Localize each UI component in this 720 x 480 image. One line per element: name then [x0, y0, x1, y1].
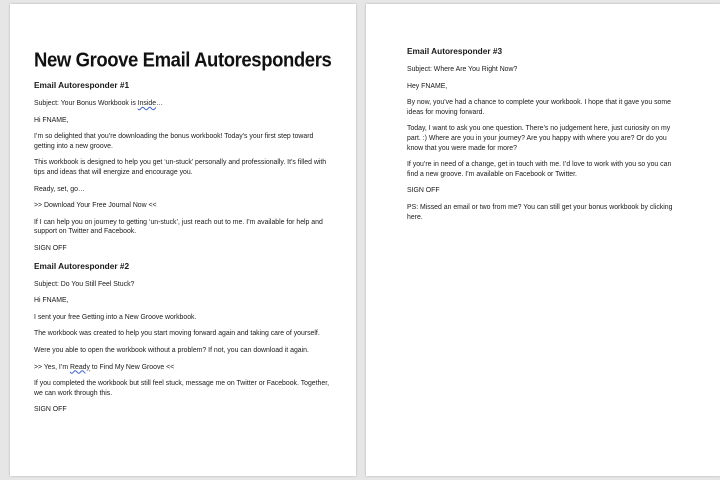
autoresponder-3-heading: Email Autoresponder #3	[407, 46, 503, 56]
autoresponder-1-subject-text: Subject: Your Bonus Workbook is	[34, 100, 138, 107]
autoresponder-2-cta-text: >> Yes, I’m	[34, 363, 71, 371]
autoresponder-2-paragraph-5: If you completed the workbook but still feel stuck, message me on Twitter or Facebook. Together, we can work through this.	[34, 380, 330, 397]
autoresponder-2-cta-text-end: to Find My New Groove <<	[89, 363, 175, 371]
autoresponder-1-cta: >> Download Your Free Journal Now <<	[34, 202, 157, 210]
document-page-2	[366, 4, 720, 476]
autoresponder-1-paragraph-5: If I can help you on journey to getting ‘un-stuck’, just reach out to me. I’m available for help and support on Twitter and Facebook.	[34, 218, 323, 236]
autoresponder-2-signoff: SIGN OFF	[34, 406, 67, 414]
autoresponder-2-paragraph-2: The workbook was created to help you start moving forward again and taking care of yourself.	[34, 330, 320, 338]
document-title: New Groove Email Autoresponders	[34, 48, 332, 71]
autoresponder-3-signoff: SIGN OFF	[407, 187, 440, 195]
spelling-squiggle-word[interactable]: Inside	[137, 100, 157, 107]
spelling-squiggle-word[interactable]: Ready	[70, 363, 90, 371]
autoresponder-1-paragraph-3: Ready, set, go…	[34, 185, 85, 193]
autoresponder-1-subject-ellipsis: …	[156, 100, 163, 107]
autoresponder-2-paragraph-1: I sent your free Getting into a New Groove workbook.	[34, 313, 197, 321]
autoresponder-2-subject: Subject: Do You Still Feel Stuck?	[34, 280, 135, 288]
autoresponder-2-heading: Email Autoresponder #2	[34, 260, 130, 271]
document-page-1	[10, 4, 356, 476]
autoresponder-3-paragraph-1: By now, you’ve had a chance to complete your workbook. I hope that it gave you some ideas for moving forward.	[407, 99, 671, 116]
autoresponder-1-heading: Email Autoresponder #1	[34, 80, 130, 90]
autoresponder-2-cta	[34, 363, 332, 373]
autoresponder-3-ps: PS: Missed an email or two from me? You can still get your bonus workbook by clicking here.	[407, 203, 673, 221]
autoresponder-2-paragraph-3: Were you able to open the workbook without a problem? If not, you can download it again.	[34, 346, 309, 354]
autoresponder-1-greeting: Hi FNAME,	[34, 116, 69, 124]
autoresponder-3-greeting: Hey FNAME,	[407, 82, 448, 90]
autoresponder-1-subject	[34, 99, 332, 109]
autoresponder-3-paragraph-3: If you’re in need of a change, get in touch with me. I’d love to work with you so you can find a new groove. I’m available on Facebook or Twitter.	[407, 161, 672, 178]
autoresponder-1-paragraph-1: I’m so delighted that you’re downloading the bonus workbook! Today’s your first step toward getting into a new groove.	[34, 133, 314, 150]
autoresponder-3-subject: Subject: Where Are You Right Now?	[407, 66, 518, 73]
autoresponder-1-signoff: SIGN OFF	[34, 244, 67, 252]
autoresponder-3-paragraph-2: Today, I want to ask you one question. There’s no judgement here, just curiosity on my part. :) Where are you in your journey? Are you happy with where you are? Or do you know that you were made for more?	[407, 125, 671, 152]
autoresponder-1-paragraph-2: This workbook is designed to help you get ‘un-stuck’ personally and professionally. It’s filled with tips and ideas that will energize and encourage you.	[34, 159, 327, 176]
autoresponder-2-greeting: Hi FNAME,	[34, 297, 69, 305]
